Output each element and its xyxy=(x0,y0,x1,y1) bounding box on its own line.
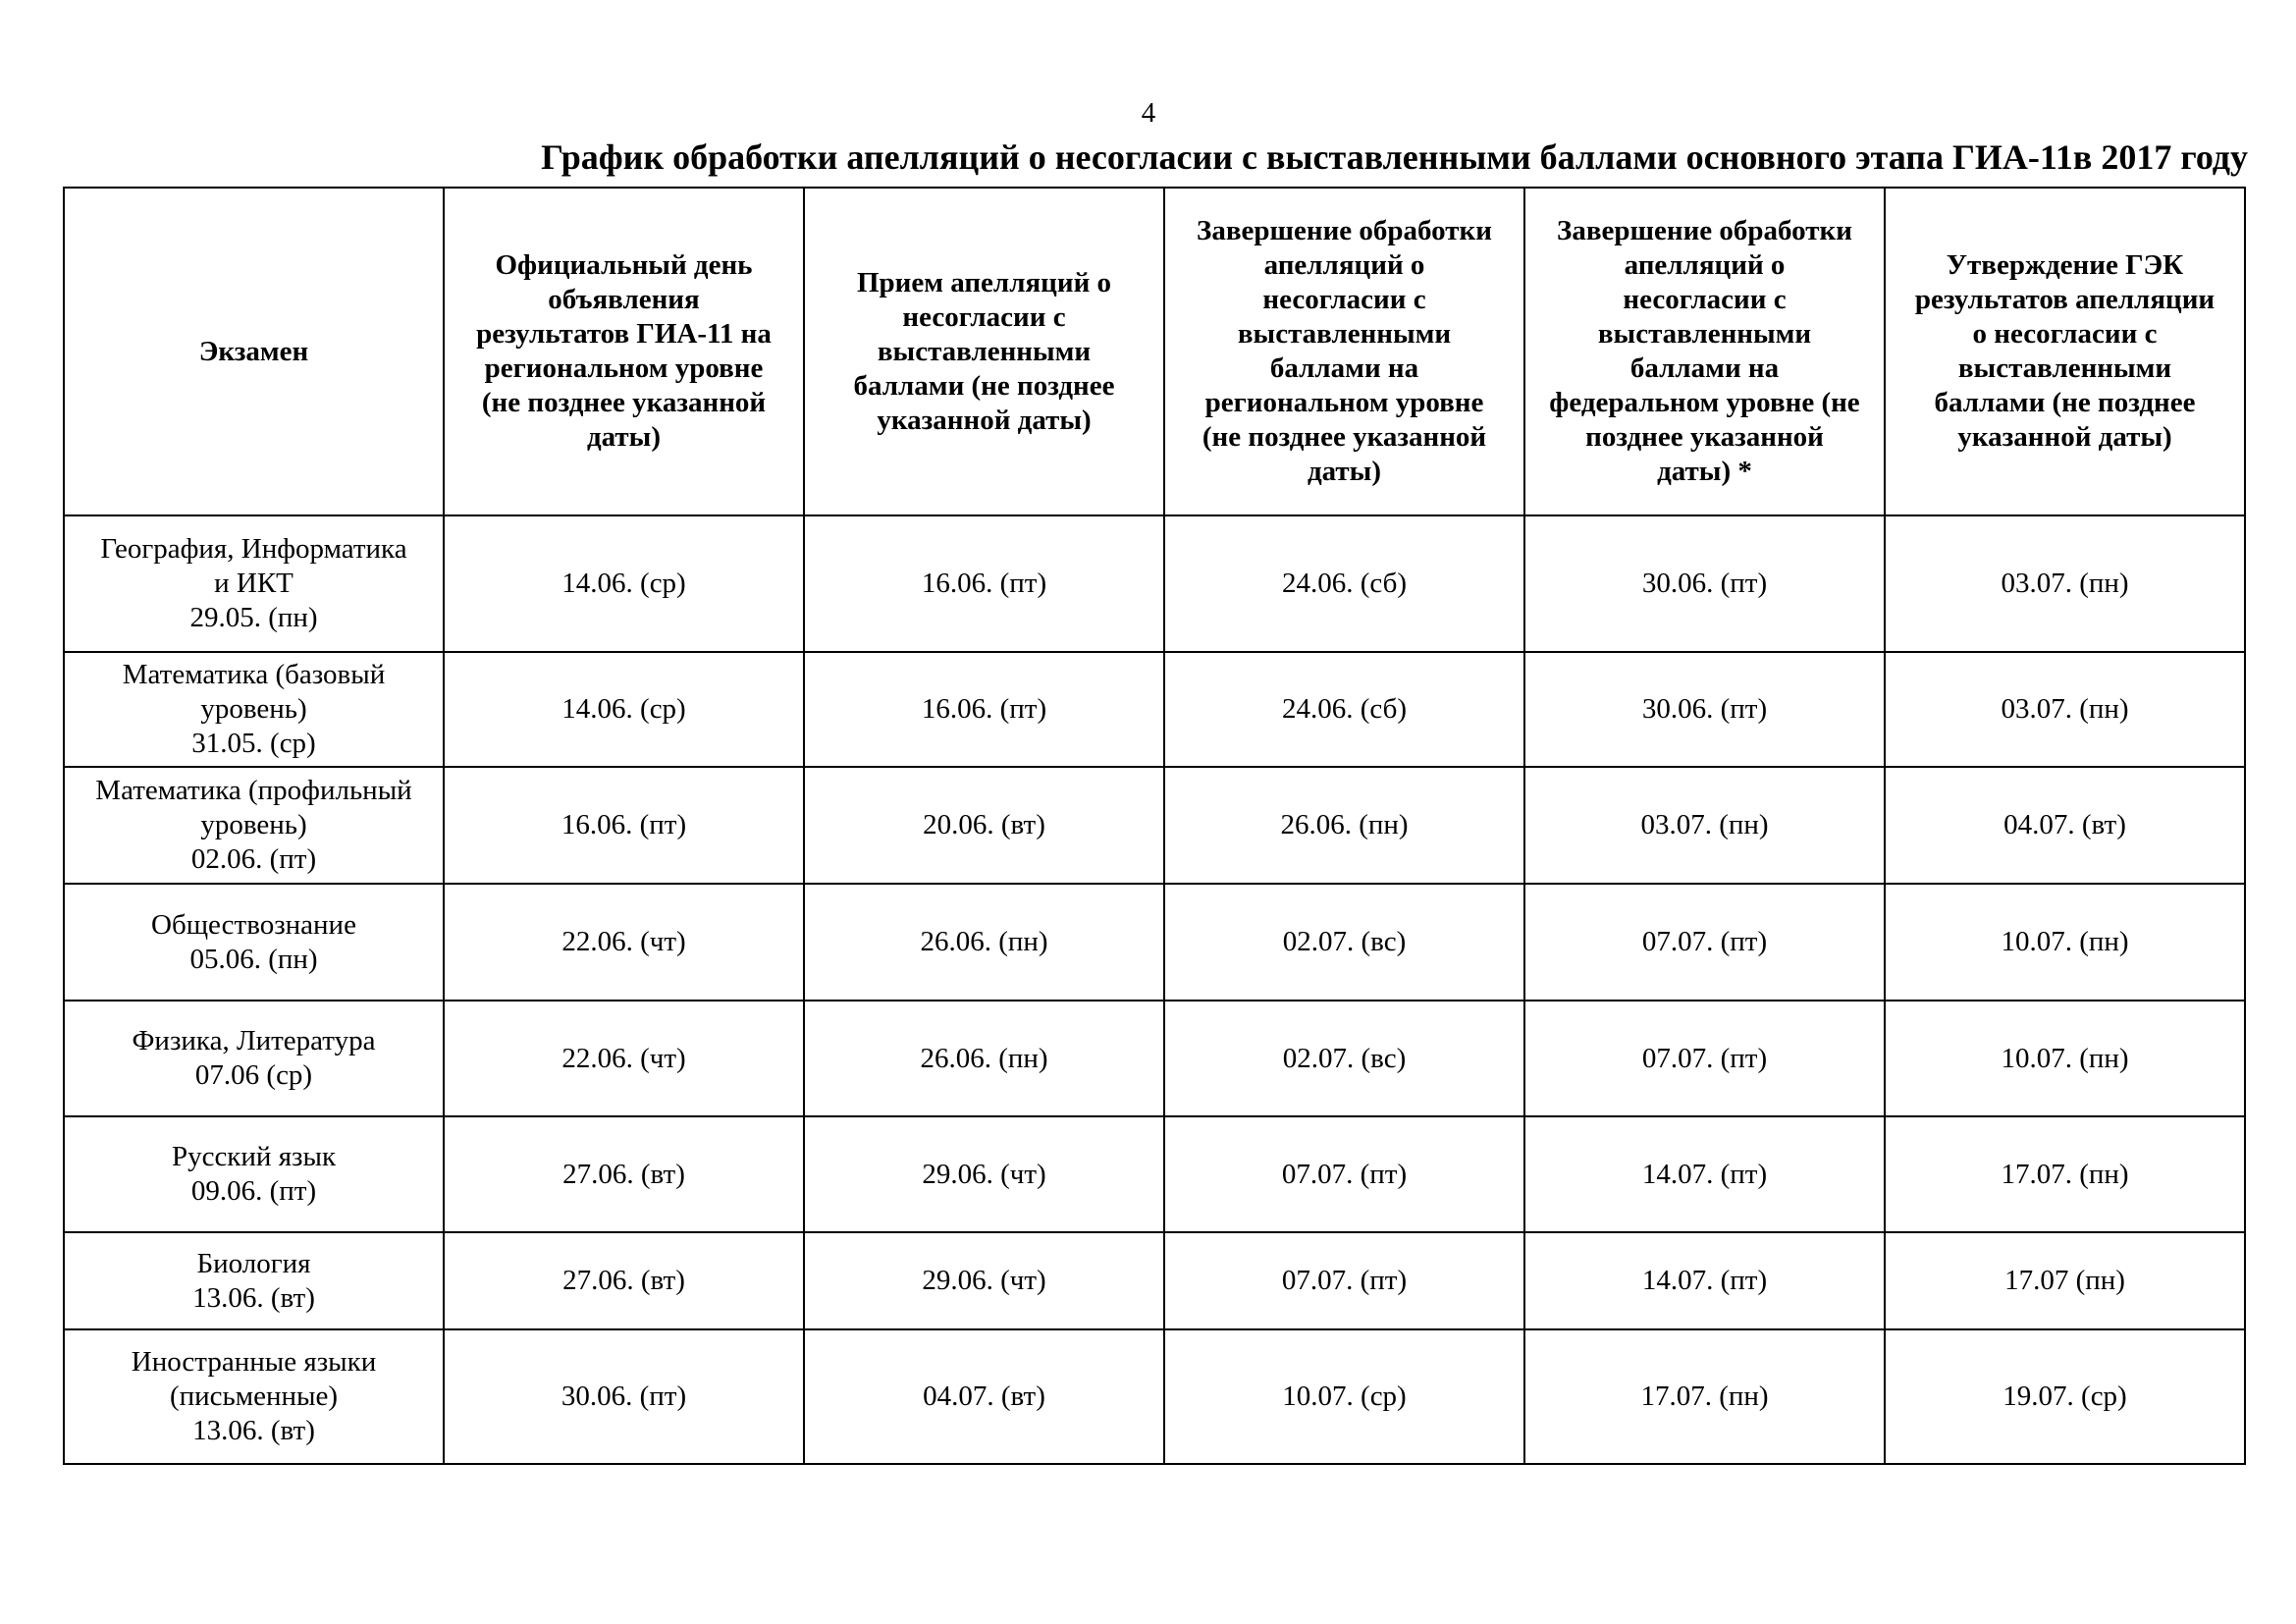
results-day-cell: 16.06. (пт) xyxy=(444,767,804,884)
appeals-reception-cell: 20.06. (вт) xyxy=(804,767,1164,884)
exam-cell: Физика, Литература 07.06 (ср) xyxy=(64,1001,444,1116)
table-row xyxy=(64,1001,2245,1116)
table-row xyxy=(64,1232,2245,1329)
header-federal-completion: Завершение обработки апелляций о несогласии с выставленными баллами на федеральном уровне (не позднее указанной даты) * xyxy=(1524,188,1885,515)
table-row xyxy=(64,884,2245,1001)
gek-approval-cell: 10.07. (пн) xyxy=(1885,1001,2245,1116)
results-day-cell: 22.06. (чт) xyxy=(444,1001,804,1116)
header-appeals-reception: Прием апелляций о несогласии с выставленными баллами (не позднее указанной даты) xyxy=(804,188,1164,515)
gek-approval-cell: 04.07. (вт) xyxy=(1885,767,2245,884)
header-exam: Экзамен xyxy=(64,188,444,515)
appeals-reception-cell: 04.07. (вт) xyxy=(804,1329,1164,1464)
regional-completion-cell: 24.06. (сб) xyxy=(1164,652,1524,767)
results-day-cell: 14.06. (ср) xyxy=(444,515,804,652)
gek-approval-cell: 03.07. (пн) xyxy=(1885,652,2245,767)
table-row xyxy=(64,515,2245,652)
appeals-reception-cell: 16.06. (пт) xyxy=(804,515,1164,652)
appeals-reception-cell: 29.06. (чт) xyxy=(804,1232,1164,1329)
federal-completion-cell: 07.07. (пт) xyxy=(1524,1001,1885,1116)
gek-approval-cell: 19.07. (ср) xyxy=(1885,1329,2245,1464)
document-title: График обработки апелляций о несогласии с выставленными баллами основного этапа ГИА-11в 2017 году xyxy=(541,137,2248,177)
exam-cell: Биология 13.06. (вт) xyxy=(64,1232,444,1329)
results-day-cell: 30.06. (пт) xyxy=(444,1329,804,1464)
exam-cell: Математика (профильный уровень) 02.06. (пт) xyxy=(64,767,444,884)
federal-completion-cell: 07.07. (пт) xyxy=(1524,884,1885,1001)
table-row xyxy=(64,1116,2245,1232)
header-results-day: Официальный день объявления результатов ГИА-11 на региональном уровне (не позднее указанной даты) xyxy=(444,188,804,515)
results-day-cell: 27.06. (вт) xyxy=(444,1232,804,1329)
federal-completion-cell: 14.07. (пт) xyxy=(1524,1232,1885,1329)
gek-approval-cell: 17.07 (пн) xyxy=(1885,1232,2245,1329)
regional-completion-cell: 10.07. (ср) xyxy=(1164,1329,1524,1464)
regional-completion-cell: 02.07. (вс) xyxy=(1164,1001,1524,1116)
exam-cell: Обществознание 05.06. (пн) xyxy=(64,884,444,1001)
exam-cell: География, Информатика и ИКТ 29.05. (пн) xyxy=(64,515,444,652)
table-header-row xyxy=(64,188,2245,515)
table-row xyxy=(64,767,2245,884)
header-gek-approval: Утверждение ГЭК результатов апелляции о несогласии с выставленными баллами (не позднее указанной даты) xyxy=(1885,188,2245,515)
regional-completion-cell: 26.06. (пн) xyxy=(1164,767,1524,884)
appeals-reception-cell: 26.06. (пн) xyxy=(804,884,1164,1001)
page-number: 4 xyxy=(1141,97,1156,129)
federal-completion-cell: 03.07. (пн) xyxy=(1524,767,1885,884)
table-row xyxy=(64,1329,2245,1464)
gek-approval-cell: 03.07. (пн) xyxy=(1885,515,2245,652)
regional-completion-cell: 02.07. (вс) xyxy=(1164,884,1524,1001)
exam-cell: Иностранные языки (письменные) 13.06. (вт) xyxy=(64,1329,444,1464)
results-day-cell: 27.06. (вт) xyxy=(444,1116,804,1232)
regional-completion-cell: 24.06. (сб) xyxy=(1164,515,1524,652)
results-day-cell: 22.06. (чт) xyxy=(444,884,804,1001)
regional-completion-cell: 07.07. (пт) xyxy=(1164,1116,1524,1232)
appeals-reception-cell: 29.06. (чт) xyxy=(804,1116,1164,1232)
appeals-reception-cell: 26.06. (пн) xyxy=(804,1001,1164,1116)
federal-completion-cell: 30.06. (пт) xyxy=(1524,515,1885,652)
results-day-cell: 14.06. (ср) xyxy=(444,652,804,767)
federal-completion-cell: 30.06. (пт) xyxy=(1524,652,1885,767)
gek-approval-cell: 10.07. (пн) xyxy=(1885,884,2245,1001)
header-regional-completion: Завершение обработки апелляций о несогласии с выставленными баллами на региональном уровне (не позднее указанной даты) xyxy=(1164,188,1524,515)
appeals-reception-cell: 16.06. (пт) xyxy=(804,652,1164,767)
table-row xyxy=(64,652,2245,767)
federal-completion-cell: 17.07. (пн) xyxy=(1524,1329,1885,1464)
appeals-schedule-table xyxy=(63,187,2246,1465)
gek-approval-cell: 17.07. (пн) xyxy=(1885,1116,2245,1232)
exam-cell: Математика (базовый уровень) 31.05. (ср) xyxy=(64,652,444,767)
exam-cell: Русский язык 09.06. (пт) xyxy=(64,1116,444,1232)
regional-completion-cell: 07.07. (пт) xyxy=(1164,1232,1524,1329)
federal-completion-cell: 14.07. (пт) xyxy=(1524,1116,1885,1232)
